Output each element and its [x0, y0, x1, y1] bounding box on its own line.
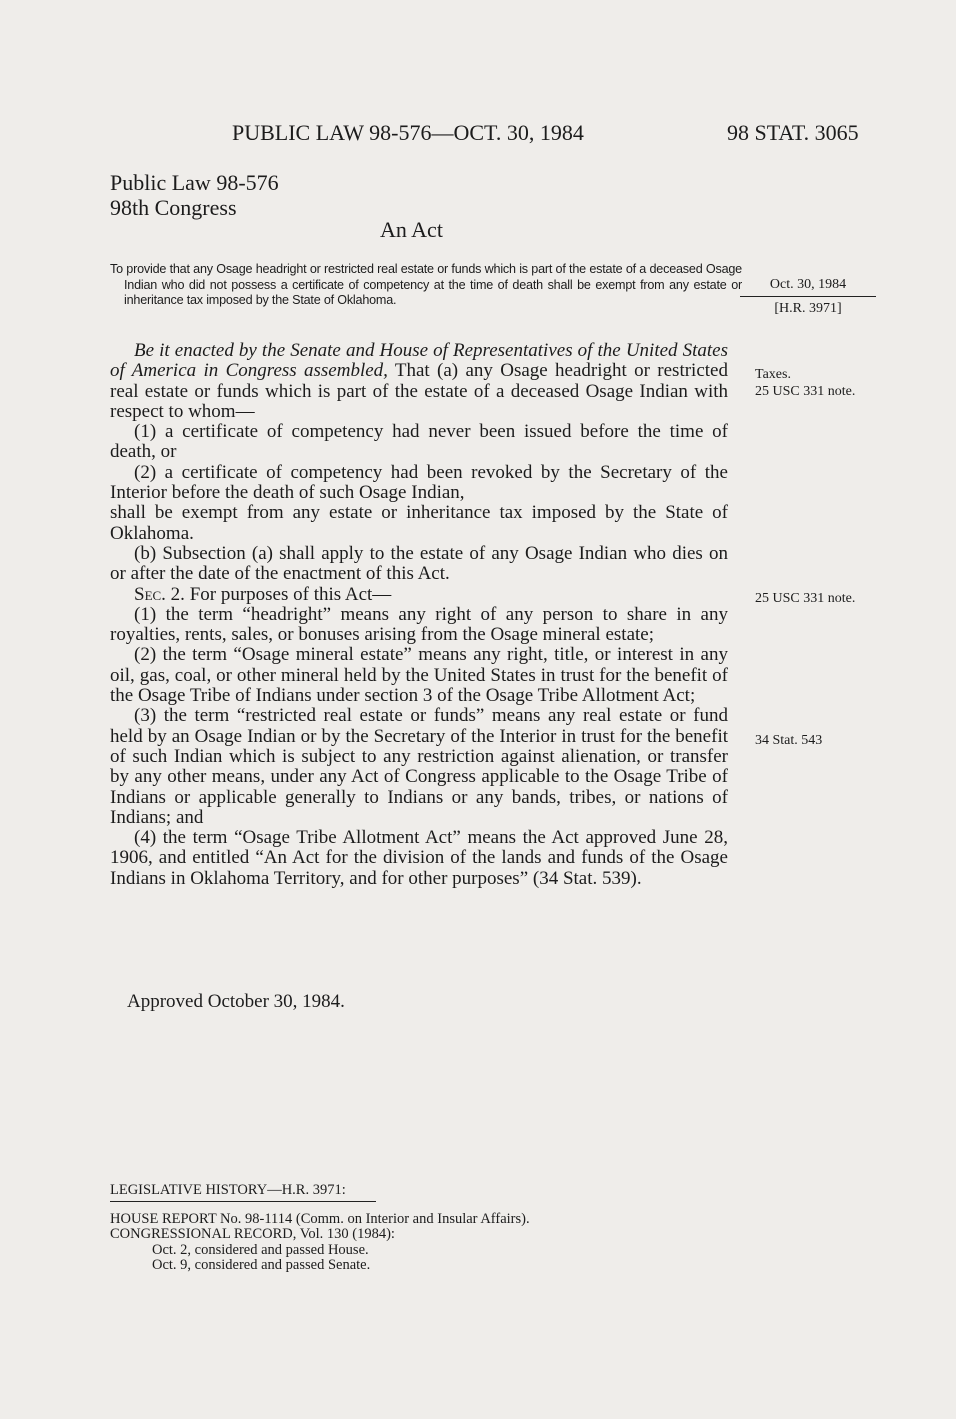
margin-date-note [740, 276, 876, 317]
usc-note: 25 USC 331 note. [755, 384, 856, 399]
paragraph-text: That (a) any Osage headright or restricted real estate or funds which is part of the estate of a deceased Osage Indian with respect to whom— [110, 360, 728, 422]
act-body [110, 341, 728, 889]
section-1-a-1: (1) a certificate of competency had never been issued before the time of death, or [110, 421, 728, 463]
stat-page-number: 98 STAT. 3065 [727, 120, 859, 145]
section-1-a-tail: shall be exempt from any estate or inheritance tax imposed by the State of Oklahoma. [110, 502, 728, 544]
enacting-clause: Be it enacted by the Senate and House of Representatives of the United States of America in Congress assembled, [110, 340, 728, 382]
section-1-a-2: (2) a certificate of competency had been revoked by the Secretary of the Interior before the death of such Osage Indian, [110, 461, 728, 504]
congress: 98th Congress [110, 195, 237, 220]
section-1-a [110, 341, 728, 422]
section-2-2: (2) the term “Osage mineral estate” means any right, title, or interest in any oil, gas, coal, or other mineral held by the United States in trust for the benefit of the Osage Tribe of Indians under section 3 of the Osage Tribe Allotment Act; [110, 644, 728, 707]
bill-number: [H.R. 3971] [774, 301, 842, 316]
law-citation [110, 170, 279, 220]
record-item: Oct. 2, considered and passed House. [152, 1241, 369, 1258]
running-head: PUBLIC LAW 98-576—OCT. 30, 1984 [232, 120, 584, 145]
margin-note-usc: 25 USC 331 note. [755, 591, 856, 606]
approval-date: Approved October 30, 1984. [127, 991, 345, 1012]
act-title: An Act [380, 217, 443, 242]
taxes-note: Taxes. [755, 367, 791, 382]
section-2-1: (1) the term “headright” means any right of any person to share in any royalties, rents, sales, or bonuses arising from the Osage mineral estate; [110, 603, 728, 646]
congressional-record: CONGRESSIONAL RECORD, Vol. 130 (1984): [110, 1226, 395, 1242]
section-2 [110, 585, 728, 605]
paragraph-text: For purposes of this Act— [184, 583, 392, 605]
legislative-history-heading: LEGISLATIVE HISTORY—H.R. 3971: [110, 1183, 376, 1202]
legislative-history [110, 1183, 530, 1274]
section-1-b: (b) Subsection (a) shall apply to the estate of any Osage Indian who dies on or after the date of the enactment of this Act. [110, 542, 728, 585]
purpose-statement: To provide that any Osage headright or restricted real estate or funds which is part of the estate of a deceased Osage Indian who did not possess a certificate of competency at the time of death shall be exempt from any estate or inheritance tax imposed by the State of Oklahoma. [110, 262, 742, 307]
margin-note-taxes [755, 366, 855, 400]
section-2-4: (4) the term “Osage Tribe Allotment Act” means the Act approved June 28, 1906, and entitled “An Act for the division of the lands and funds of the Osage Indians in Oklahoma Territory, and for other purposes” (34 Stat. 539). [110, 827, 728, 889]
enactment-date: Oct. 30, 1984 [740, 276, 876, 297]
margin-note-stat: 34 Stat. 543 [755, 733, 823, 748]
record-item: Oct. 9, considered and passed Senate. [152, 1257, 371, 1273]
house-report: HOUSE REPORT No. 98-1114 (Comm. on Interior and Insular Affairs). [110, 1210, 530, 1227]
public-law-number: Public Law 98-576 [110, 170, 279, 195]
section-2-3: (3) the term “restricted real estate or funds” means any real estate or fund held by an Osage Indian or by the Secretary of the Interior in trust for the benefit of such Indian which is subject to any restriction against alienation, or transfer by any other means, under any Act of Congress applicable to the Osage Tribe of Indians or applicable generally to Indians or any bands, tribes, or nations of Indians; and [110, 705, 728, 828]
section-label: Sec. 2. [134, 583, 185, 605]
